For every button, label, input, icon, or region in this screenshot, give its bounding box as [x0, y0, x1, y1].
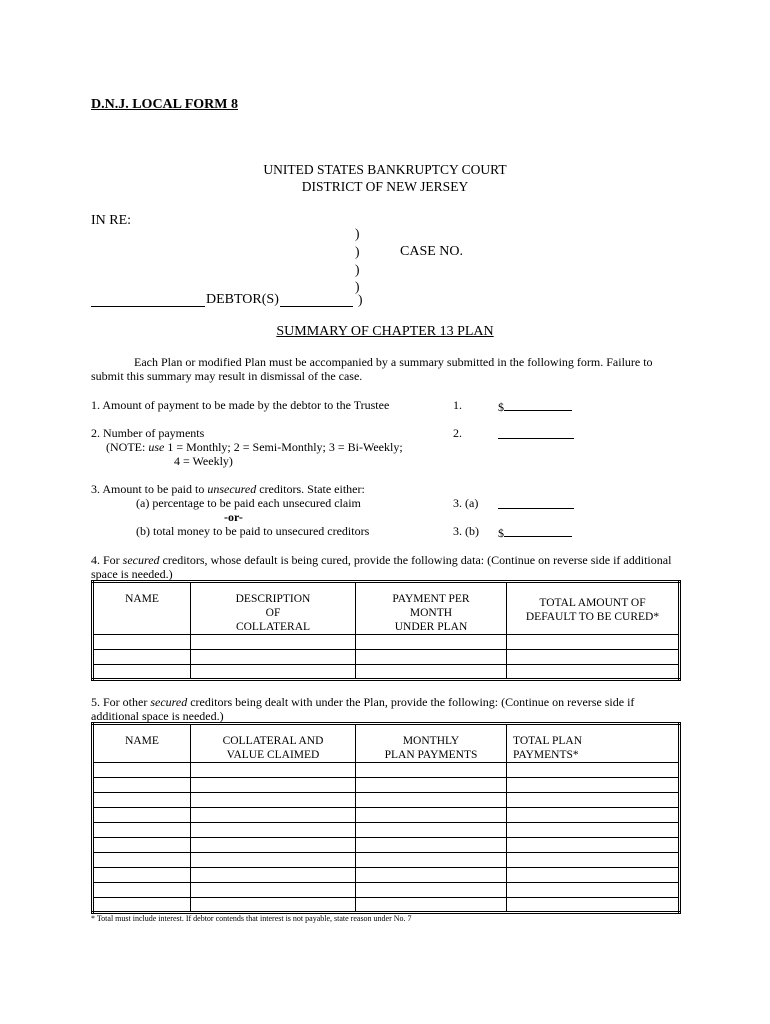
item-2-number: 2.	[453, 426, 462, 440]
item-2-field[interactable]	[498, 426, 574, 444]
item-3b-blank[interactable]	[504, 524, 572, 537]
table-row[interactable]	[93, 898, 680, 913]
item-3b-label: (b) total money to be paid to unsecured creditors	[136, 524, 370, 538]
table-row[interactable]	[93, 763, 680, 778]
item-2-blank[interactable]	[498, 426, 574, 439]
table-row[interactable]	[93, 665, 680, 680]
table-row[interactable]	[93, 635, 680, 650]
section-5-intro-line2: additional space is needed.)	[91, 709, 224, 723]
intro-text: Each Plan or modified Plan must be accompanied by a summary submitted in the following form. Failure to	[134, 355, 653, 369]
form-title: D.N.J. LOCAL FORM 8	[91, 97, 238, 112]
caption-paren: )	[358, 292, 363, 307]
table-row[interactable]	[93, 778, 680, 793]
section-5-intro: 5. For other secured creditors being dealt with under the Plan, provide the following: (Continue on reverse side if	[91, 695, 635, 709]
item-3a-label: (a) percentage to be paid each unsecured claim	[136, 496, 361, 510]
item-3-label: 3. Amount to be paid to unsecured creditors. State either:	[91, 482, 365, 496]
table-row[interactable]	[93, 853, 680, 868]
table-row[interactable]	[93, 883, 680, 898]
section-4-intro: 4. For secured creditors, whose default is being cured, provide the following data: (Continue on reverse side if additional	[91, 553, 672, 567]
caption-paren: )	[355, 279, 360, 294]
footnote: * Total must include interest. If debtor contends that interest is not payable, state reason under No. 7	[91, 914, 412, 923]
dollar-sign: $	[498, 526, 504, 540]
dollar-sign: $	[498, 400, 504, 414]
table-row[interactable]	[93, 808, 680, 823]
item-1-number: 1.	[453, 398, 462, 412]
col-name-header: NAME	[93, 582, 191, 635]
court-name: UNITED STATES BANKRUPTCY COURT	[263, 162, 507, 177]
or-separator: -or-	[224, 510, 243, 524]
item-2-label: 2. Number of payments	[91, 426, 205, 440]
col-monthly-header: MONTHLY PLAN PAYMENTS	[356, 724, 507, 763]
item-3b-number: 3. (b)	[453, 524, 479, 538]
secured-default-table	[91, 580, 681, 681]
table-row[interactable]	[93, 793, 680, 808]
secured-creditors-table	[91, 722, 681, 914]
col-description-header: DESCRIPTION OF COLLATERAL	[191, 582, 356, 635]
item-3a-number: 3. (a)	[453, 496, 479, 510]
item-1-label: 1. Amount of payment to be made by the debtor to the Trustee	[91, 398, 390, 412]
table-header-row	[93, 724, 680, 763]
summary-heading: SUMMARY OF CHAPTER 13 PLAN	[276, 324, 494, 339]
intro-text: submit this summary may result in dismissal of the case.	[91, 369, 363, 383]
court-district: DISTRICT OF NEW JERSEY	[301, 179, 469, 194]
table-header-row	[93, 582, 680, 635]
col-payment-header: PAYMENT PER MONTH UNDER PLAN	[356, 582, 507, 635]
table-row[interactable]	[93, 868, 680, 883]
in-re-label: IN RE:	[91, 213, 132, 228]
caption-paren: )	[355, 244, 360, 259]
table-row[interactable]	[93, 823, 680, 838]
case-number-label: CASE NO.	[400, 244, 464, 259]
section-4-intro-line2: space is needed.)	[91, 567, 173, 581]
caption-paren: )	[355, 226, 360, 241]
item-3b-field[interactable]	[498, 524, 572, 541]
col-total-plan-header: TOTAL PLAN PAYMENTS*	[507, 724, 680, 763]
item-2-note-line2: 4 = Weekly)	[174, 454, 233, 468]
caption-paren: )	[355, 262, 360, 277]
item-2-note: (NOTE: use 1 = Monthly; 2 = Semi-Monthly; 3 = Bi-Weekly;	[106, 440, 403, 454]
item-3a-field[interactable]	[498, 496, 574, 514]
item-3a-blank[interactable]	[498, 496, 574, 509]
debtor-label: DEBTOR(S)	[206, 292, 279, 307]
item-1-field[interactable]	[498, 398, 572, 415]
col-total-default-header: TOTAL AMOUNT OF DEFAULT TO BE CURED*	[507, 582, 680, 635]
col-name-header: NAME	[93, 724, 191, 763]
col-collateral-header: COLLATERAL AND VALUE CLAIMED	[191, 724, 356, 763]
table-row[interactable]	[93, 650, 680, 665]
item-1-blank[interactable]	[504, 398, 572, 411]
table-row[interactable]	[93, 838, 680, 853]
